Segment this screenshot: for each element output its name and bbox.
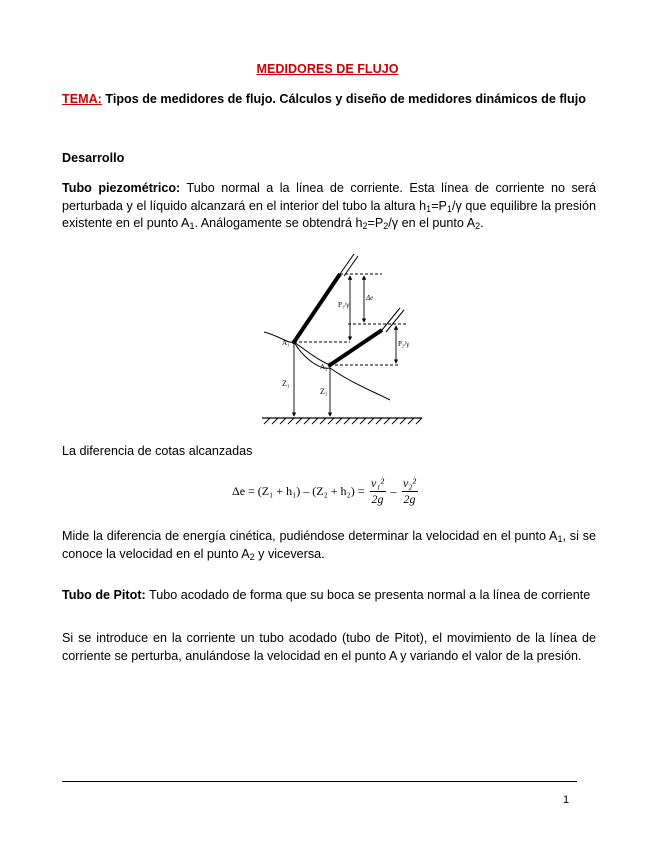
piezometer-diagram	[258, 252, 428, 430]
fraction-1-numerator: v₁²	[370, 475, 385, 490]
pitot-text: Tubo acodado de forma que su boca se presenta normal a la línea de corriente	[145, 588, 591, 602]
kinetic-text-b: , si se conoce la velocidad en el punto A	[62, 529, 596, 561]
topic-label: TEMA:	[62, 92, 102, 106]
tube-2-outline	[386, 310, 404, 332]
page-number: 1	[563, 794, 570, 806]
subscript: 1	[189, 221, 195, 231]
section-heading: Desarrollo	[62, 151, 125, 165]
piezometer-tube-1	[294, 274, 340, 342]
piezometric-text-e: =P	[367, 216, 384, 230]
label-z2: Z₂	[320, 387, 328, 396]
kinetic-paragraph	[62, 528, 596, 563]
energy-equation	[232, 470, 418, 512]
pitot-term: Tubo de Pitot:	[62, 588, 146, 602]
fraction-1	[370, 476, 386, 507]
fraction-2	[402, 476, 418, 507]
difference-text: La diferencia de cotas alcanzadas	[62, 444, 253, 458]
subscript: 1	[557, 534, 563, 544]
piezometer-tube-2	[330, 330, 382, 365]
fraction-1-denominator: 2g	[371, 491, 384, 506]
document-title: MEDIDORES DE FLUJO	[256, 62, 399, 76]
pitot-paragraph	[62, 587, 596, 605]
label-p1-gamma: P₁/γ	[338, 301, 350, 309]
streamline-lower	[294, 342, 390, 400]
kinetic-text-a: Mide la diferencia de energía cinética, pudiéndose determinar la velocidad en el punto A	[62, 529, 558, 543]
subscript: 1	[426, 203, 432, 214]
piezometric-text-f: /γ en el punto A	[388, 216, 476, 230]
label-a2: A₂	[320, 363, 328, 371]
piezometric-text-g: .	[480, 216, 484, 230]
ground-hatching	[264, 418, 422, 424]
piezometric-text-a: Tubo normal a la línea de corriente. Esta línea de corriente no será perturbada y el líquido alcanzará en el interior del tubo la altura h	[62, 181, 596, 213]
subscript: 2	[362, 221, 368, 231]
subscript: 2	[249, 551, 255, 562]
subscript: 2	[383, 221, 389, 231]
pitot-detail-paragraph: Si se introduce en la corriente un tubo acodado (tubo de Pitot), el movimiento de la línea de corriente se perturba, anulándose la velocidad en el punto A y variando el valor de la presión.	[62, 631, 596, 663]
equation-lhs: Δe = (Z₁ + h₁) – (Z₂ + h₂) =	[232, 483, 365, 498]
fraction-2-denominator: 2g	[403, 491, 416, 506]
equation-minus: –	[390, 483, 397, 498]
kinetic-text-c: y viceversa.	[254, 546, 325, 561]
piezometric-paragraph	[62, 180, 596, 233]
label-p2-gamma: P₂/γ	[398, 340, 410, 348]
fraction-2-numerator: v₂²	[402, 475, 417, 490]
label-z1: Z₁	[282, 379, 290, 388]
piezometric-text-c: /γ que equilibre la presión existente en el punto A	[62, 198, 596, 230]
subscript: 1	[446, 203, 452, 214]
footer-divider	[62, 781, 577, 782]
point-a2	[328, 363, 332, 367]
subscript: 2	[475, 221, 481, 231]
piezometric-text-b: =P	[431, 198, 447, 213]
label-a1: A₁	[282, 339, 290, 347]
piezometric-text-d: . Análogamente se obtendrá h	[194, 216, 363, 230]
piezometric-term: Tubo piezométrico:	[62, 181, 181, 195]
label-delta-e: Δe	[366, 294, 374, 302]
point-a1	[292, 340, 296, 344]
topic-text: Tipos de medidores de flujo. Cálculos y diseño de medidores dinámicos de flujo	[105, 92, 586, 106]
tube-2-outline	[382, 308, 400, 330]
topic-line	[62, 92, 596, 107]
